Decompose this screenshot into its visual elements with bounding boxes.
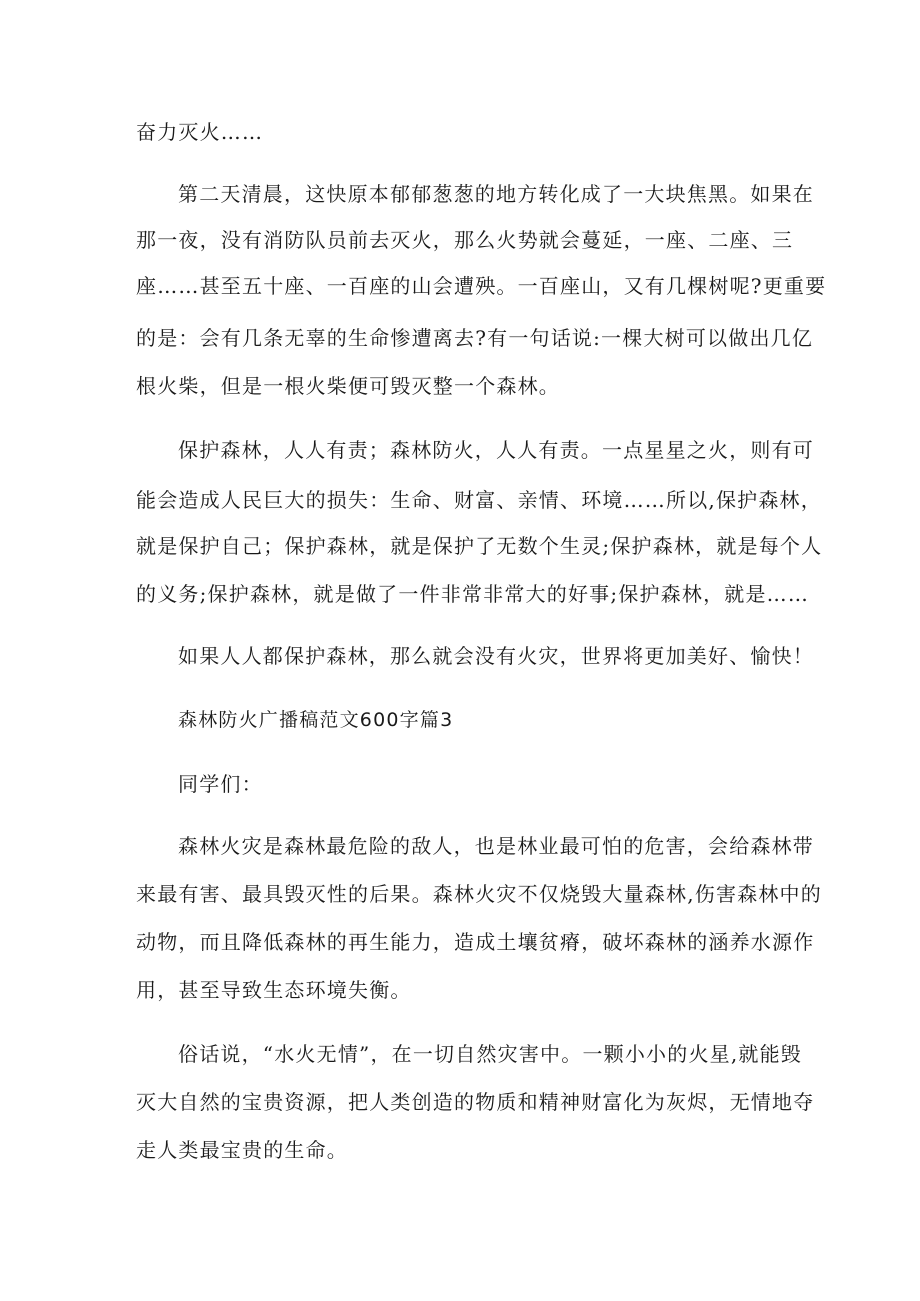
text-line: 奋力灭火……	[136, 120, 264, 144]
text-line: 能会造成人民巨大的损失：生命、财富、亲情、环境……所以,保护森林，	[136, 488, 822, 512]
text-line: 那一夜，没有消防队员前去灭火，那么火势就会蔓延，一座、二座、三	[136, 228, 794, 252]
text-line: 座……甚至五十座、一百座的山会遭殃。一百座山，又有几棵树呢?更重要	[136, 274, 827, 298]
text-line: 俗话说，“水火无情”，在一切自然灾害中。一颗小小的火星,就能毁	[178, 1042, 803, 1066]
text-line: 用，甚至导致生态环境失衡。	[136, 978, 412, 1002]
text-line: 第二天清晨，这快原本郁郁葱葱的地方转化成了一大块焦黑。如果在	[178, 182, 814, 206]
text-line: 的义务;保护森林，就是做了一件非常非常大的好事;保护森林，就是……	[136, 582, 810, 606]
text-line: 走人类最宝贵的生命。	[136, 1138, 348, 1162]
text-line: 森林火灾是森林最危险的敌人，也是林业最可怕的危害，会给森林带	[178, 834, 814, 858]
text-line: 就是保护自己；保护森林，就是保护了无数个生灵;保护森林，就是每个人	[136, 534, 823, 558]
text-line: 同学们：	[178, 772, 263, 796]
text-line: 来最有害、最具毁灭性的后果。森林火灾不仅烧毁大量森林,伤害森林中的	[136, 882, 822, 906]
text-line: 如果人人都保护森林，那么就会没有火灾，世界将更加美好、愉快！	[178, 644, 814, 668]
section-heading: 森林防火广播稿范文600字篇3	[178, 709, 454, 731]
text-line: 的是：会有几条无辜的生命惨遭离去?有一句话说:一棵大树可以做出几亿	[136, 326, 814, 350]
text-line: 动物，而且降低森林的再生能力，造成土壤贫瘠，破坏森林的涵养水源作	[136, 930, 815, 954]
text-line: 根火柴，但是一根火柴便可毁灭整一个森林。	[136, 374, 560, 398]
text-line: 灭大自然的宝贵资源，把人类创造的物质和精神财富化为灰烬，无情地夺	[136, 1090, 815, 1114]
text-line: 保护森林，人人有责；森林防火，人人有责。一点星星之火，则有可	[178, 438, 814, 462]
